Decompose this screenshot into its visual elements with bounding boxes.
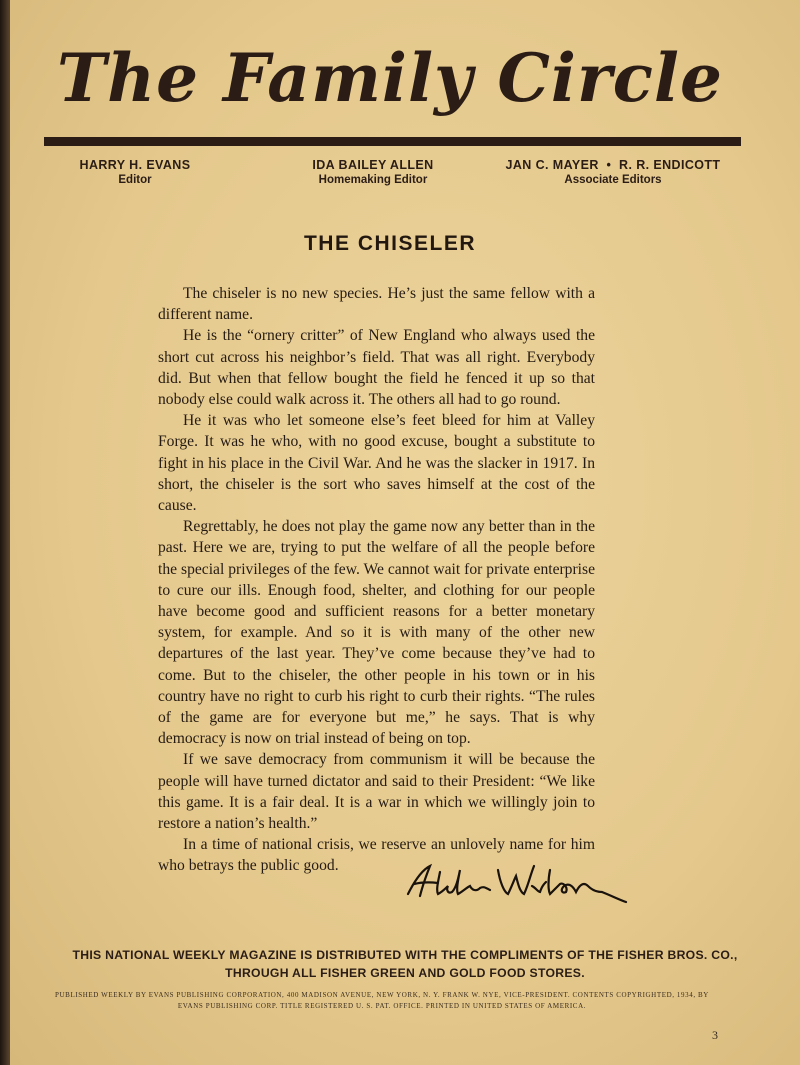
publisher-fine-print <box>32 990 732 1012</box>
author-signature <box>400 852 630 912</box>
distribution-notice-line2: THROUGH ALL FISHER GREEN AND GOLD FOOD STORES. <box>225 966 585 980</box>
staff-name: JAN C. MAYER • R. R. ENDICOTT <box>505 158 721 172</box>
article-title: THE CHISELER <box>303 232 476 255</box>
article-body <box>158 283 595 877</box>
article-paragraph: Regrettably, he does not play the game now any better than in the past. Here we are, trying to put the welfare of all the people before the special privileges of the few. We cannot wait for private enterprise to cure our ills. Enough food, shelter, and clothing for our people have become good and sufficient reasons for a better monetary system, for example. And so it is with many of the other new departures of the last year. They’ve come because they’ve had to come. But to the chiseler, the other people in his town or in his country have no right to curb his right to curb their rights. “The rules of the game are for everyone but me,” he says. That is why democracy is now on trial instead of being on top. <box>158 518 595 748</box>
distribution-notice: THIS NATIONAL WEEKLY MAGAZINE IS DISTRIBUTED WITH THE COMPLIMENTS OF THE FISHER BROS. CO., <box>72 948 738 962</box>
signature-image <box>400 852 630 912</box>
page-number: 3 <box>712 1028 718 1042</box>
staff-role: Homemaking Editor <box>318 174 428 186</box>
staff-name: HARRY H. EVANS <box>79 158 191 172</box>
staff-role: Associate Editors <box>564 174 662 186</box>
masthead-rule <box>44 137 741 146</box>
magazine-page <box>10 0 800 1065</box>
staff-homemaking-editor <box>278 158 468 186</box>
fine-print-line: PUBLISHED WEEKLY BY EVANS PUBLISHING CORPORATION, 400 MADISON AVENUE, NEW YORK, N. Y. FRANK W. NYE, VICE-PRESIDENT. CONTENTS COPYRIGHTED, 1934, BY <box>55 991 709 999</box>
article-paragraph: He is the “ornery critter” of New England who always used the short cut across his neighbor’s field. That was all right. Everybody did. But when that fellow bought the field he fenced it up so that nobody else could walk across it. The others all had to go round. <box>158 327 595 409</box>
staff-editor <box>50 158 220 186</box>
page-edge-shadow <box>0 0 10 1065</box>
article-paragraph: He it was who let someone else’s feet bleed for him at Valley Forge. It was he who, with no good excuse, bought a substitute to fight in his place in the Civil War. And he was the slacker in 1917. In short, the chiseler is the sort who saves himself at the cost of the cause. <box>158 412 595 515</box>
article-paragraph: If we save democracy from communism it will be because the people will have turned dictator and said to their President: “We like this game. It is a fair deal. It is a war in which we willingly join to restore a nation’s health.” <box>158 751 595 833</box>
fine-print-line: EVANS PUBLISHING CORP. TITLE REGISTERED U. S. PAT. OFFICE. PRINTED IN UNITED STATES OF AMERICA. <box>177 1002 587 1010</box>
masthead-title: The Family Circle <box>56 39 723 117</box>
article-paragraph: In a time of national crisis, we reserve an unlovely name for him who betrays the public good. <box>158 836 595 875</box>
staff-role: Editor <box>118 174 152 186</box>
staff-associate-editors <box>488 158 738 186</box>
staff-name: IDA BAILEY ALLEN <box>312 158 434 172</box>
article-paragraph: The chiseler is no new species. He’s just the same fellow with a different name. <box>158 285 595 324</box>
